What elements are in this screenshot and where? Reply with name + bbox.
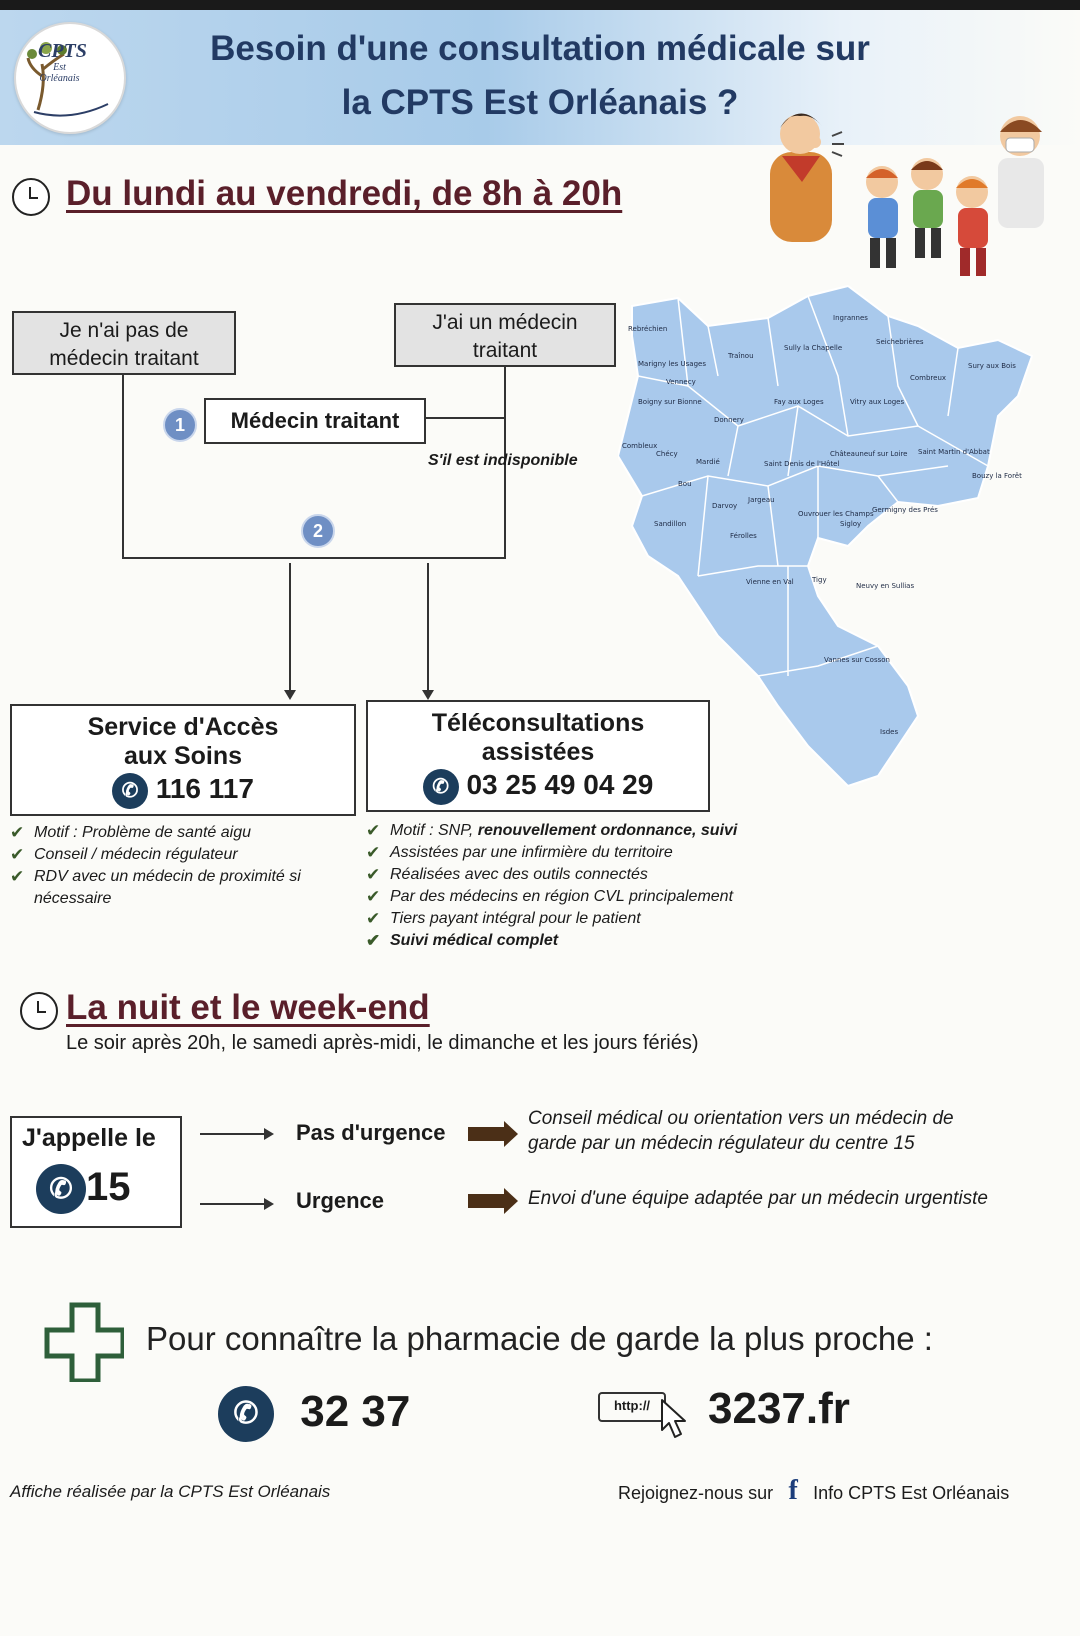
town-label: Sully la Chapelle: [784, 344, 843, 352]
weekday-section-title: Du lundi au vendredi, de 8h à 20h: [66, 174, 623, 213]
connector-left-vertical: [122, 375, 124, 559]
pharmacy-phone-number[interactable]: 32 37: [300, 1387, 411, 1436]
facebook-page-link[interactable]: Info CPTS Est Orléanais: [813, 1483, 1010, 1503]
brown-arrow: [468, 1194, 504, 1208]
pharmacy-website-link[interactable]: 3237.fr: [708, 1384, 850, 1433]
list-item: ✔ Tiers payant intégral pour le patient: [366, 908, 766, 930]
list-item: ✔ Par des médecins en région CVL principalement: [366, 886, 766, 908]
town-label: Vannes sur Cosson: [824, 656, 890, 664]
town-label: Fay aux Loges: [774, 398, 824, 406]
title-line-1: Besoin d'une consultation médicale sur: [210, 29, 870, 68]
town-label: Darvoy: [712, 502, 738, 510]
tele-features-list: [366, 820, 766, 952]
tele-phone-row: [368, 766, 708, 805]
town-label: Vitry aux Loges: [850, 398, 905, 406]
footer-join-label: Rejoignez-nous sur: [618, 1483, 774, 1503]
no-doctor-box: [12, 311, 236, 375]
call-number-row: [36, 1161, 180, 1214]
brown-arrow: [468, 1127, 504, 1141]
town-label: Combleux: [622, 442, 658, 450]
town-label: Saint Denis de l'Hôtel: [764, 460, 840, 468]
call-15-box: [10, 1116, 182, 1228]
no-doctor-line-1: Je n'ai pas de: [59, 319, 189, 342]
town-label: Vennecy: [666, 378, 696, 386]
night-subtitle: Le soir après 20h, le samedi après-midi, le dimanche et les jours fériés): [66, 1032, 699, 1054]
have-doctor-line-1: J'ai un médecin: [432, 311, 578, 334]
arrow-no-urgent: [200, 1133, 272, 1135]
facebook-icon[interactable]: f: [788, 1475, 798, 1506]
town-label: Vienne en Val: [746, 578, 794, 586]
sas-title-line-2: aux Soins: [123, 742, 243, 770]
town-label: Rebréchien: [628, 325, 668, 333]
step-1-badge: 1: [163, 408, 197, 442]
connector-bottom-horizontal: [122, 557, 506, 559]
tele-title-line-2: assistées: [481, 738, 595, 766]
have-doctor-box: [394, 303, 616, 367]
no-doctor-line-2: médecin traitant: [49, 347, 199, 370]
town-label: Sandillon: [654, 520, 687, 528]
list-item: ✔ RDV avec un médecin de proximité si nécessaire: [10, 866, 340, 910]
title-line-2: la CPTS Est Orléanais ?: [341, 83, 739, 122]
town-label: Bou: [678, 480, 692, 488]
unavailable-label: S'il est indisponible: [428, 452, 578, 469]
pharmacy-text: Pour connaître la pharmacie de garde la plus proche :: [146, 1320, 933, 1357]
top-edge: [0, 0, 1080, 10]
pharmacy-cross-icon: [44, 1302, 124, 1382]
no-urgent-description: [528, 1106, 954, 1156]
pharmacy-phone-row: [218, 1382, 410, 1442]
arrow-to-sas: [289, 563, 291, 691]
sas-features-list: [10, 822, 340, 910]
list-item-prefix: Motif : SNP,: [390, 822, 478, 839]
tele-title-line-1: Téléconsultations: [431, 709, 645, 737]
logo-text-main: CPTS: [38, 40, 87, 62]
town-label: Neuvy en Sullias: [856, 582, 915, 590]
town-label: Ouvrouer les Champs: [798, 510, 874, 518]
footer-credit: Affiche réalisée par la CPTS Est Orléanais: [10, 1482, 331, 1501]
clock-icon: [20, 992, 58, 1030]
footer-join-row: [618, 1476, 1009, 1508]
logo-text-sub: Est Orléanais: [39, 62, 80, 84]
phone-icon: ✆: [218, 1386, 274, 1442]
town-label: Germigny des Prés: [872, 506, 938, 514]
town-label: Marigny les Usages: [638, 360, 706, 368]
urgent-label: Urgence: [296, 1188, 385, 1213]
sick-people-illustration: [760, 92, 1060, 292]
teleconsult-box: [366, 700, 710, 812]
connector-to-doctor: [426, 417, 504, 419]
town-label: Châteauneuf sur Loire: [830, 450, 908, 458]
town-label: Chécy: [656, 450, 678, 458]
url-badge: http://: [598, 1392, 666, 1422]
town-label: Saint Martin d'Abbat: [918, 448, 990, 456]
sas-title-line-1: Service d'Accès: [87, 713, 279, 741]
call-label: J'appelle le: [22, 1124, 156, 1152]
no-urgent-label: Pas d'urgence: [296, 1120, 446, 1145]
list-item: ✔ Motif : Problème de santé aigu: [10, 822, 340, 844]
urgent-description: Envoi d'une équipe adaptée par un médecin urgentiste: [528, 1188, 988, 1209]
sas-phone-row: [12, 770, 354, 809]
cursor-icon: [656, 1396, 690, 1442]
list-item-bold: renouvellement ordonnance, suivi: [477, 822, 738, 839]
arrow-to-tele: [427, 563, 429, 691]
town-label: Sury aux Bois: [968, 362, 1016, 370]
town-label: Seichebrières: [876, 338, 924, 346]
clock-icon: [12, 178, 50, 216]
step-2-badge: 2: [301, 514, 335, 548]
list-item: ✔ Réalisées avec des outils connectés: [366, 864, 766, 886]
town-label: Boigny sur Bionne: [638, 398, 702, 406]
arrowhead-tele: [422, 690, 434, 700]
town-label: Tigy: [812, 576, 827, 584]
phone-icon: ✆: [423, 769, 459, 805]
list-item: [366, 820, 766, 842]
night-section-title: La nuit et le week-end: [66, 988, 430, 1027]
sas-phone-number[interactable]: 116 117: [155, 773, 254, 804]
town-label: Jargeau: [748, 496, 775, 504]
town-label: Traînou: [728, 352, 754, 360]
arrow-urgent: [200, 1203, 272, 1205]
town-label: Ingrannes: [833, 314, 868, 322]
list-item: ✔ Conseil / médecin régulateur: [10, 844, 340, 866]
town-label: Férolles: [730, 532, 757, 540]
sas-box: [10, 704, 356, 816]
phone-icon: ✆: [36, 1164, 86, 1214]
attending-doctor-box: Médecin traitant: [204, 398, 426, 444]
town-label: Sigloy: [840, 520, 862, 528]
town-label: Bouzy la Forêt: [972, 472, 1022, 480]
town-label: Combreux: [910, 374, 947, 382]
town-label: Isdes: [880, 728, 899, 736]
town-label: Donnery: [714, 416, 744, 424]
no-urgent-desc-line-2: garde par un médecin régulateur du centre 15: [528, 1133, 915, 1154]
call-number[interactable]: 15: [86, 1165, 131, 1209]
town-label: Mardié: [696, 458, 720, 466]
arrowhead-sas: [284, 690, 296, 700]
have-doctor-line-2: traitant: [472, 339, 538, 362]
list-item: ✔ Assistées par une infirmière du territoire: [366, 842, 766, 864]
tele-phone-number[interactable]: 03 25 49 04 29: [466, 769, 654, 800]
list-item: ✔ Suivi médical complet: [366, 930, 766, 952]
no-urgent-desc-line-1: Conseil médical ou orientation vers un médecin de: [528, 1108, 954, 1129]
phone-icon: ✆: [112, 773, 148, 809]
